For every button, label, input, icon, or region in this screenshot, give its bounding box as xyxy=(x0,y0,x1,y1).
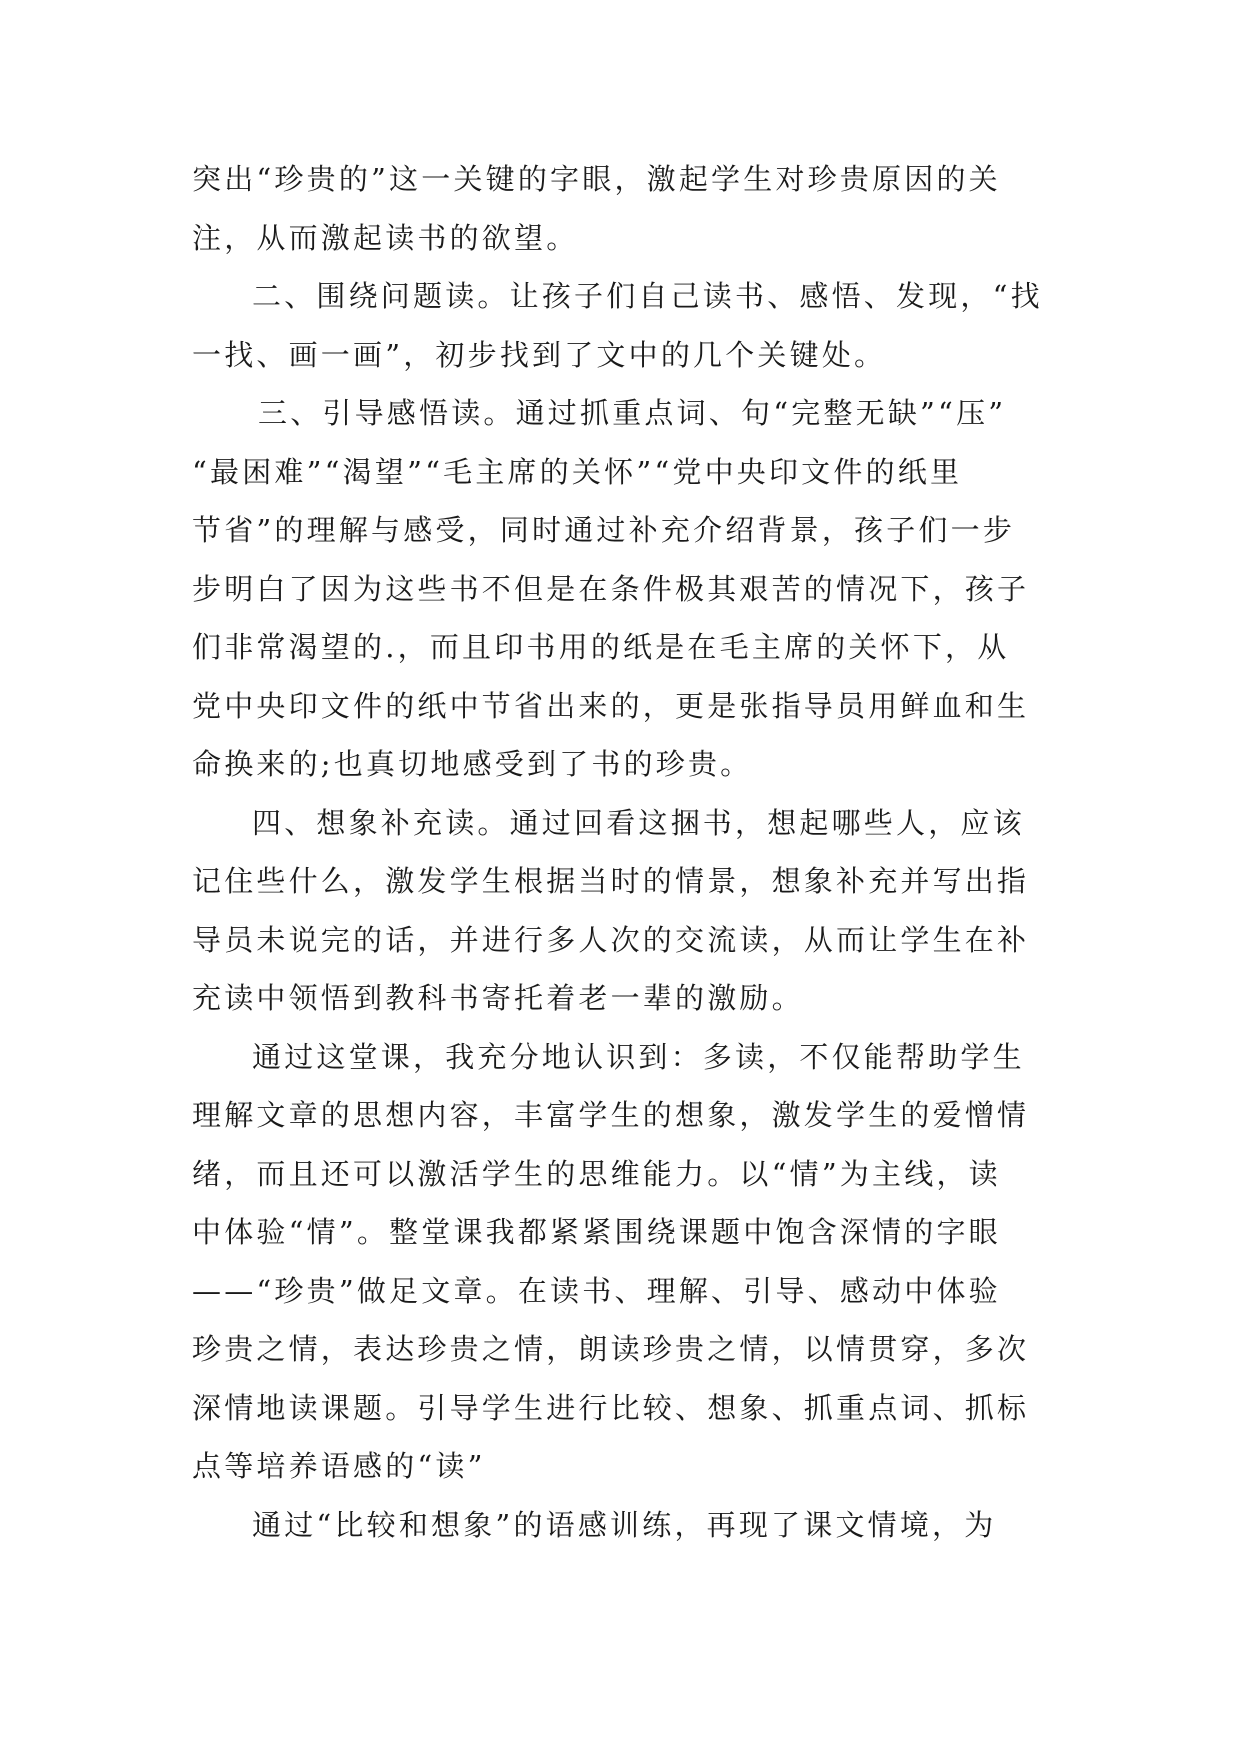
paragraph xyxy=(192,794,1052,1028)
text-line: 通过这堂课，我充分地认识到：多读，不仅能帮助学生 xyxy=(252,1039,1025,1074)
text-line: 绪，而且还可以激活学生的思维能力。以“情”为主线，读 xyxy=(192,1156,1001,1191)
text-line: 党中央印文件的纸中节省出来的，更是张指导员用鲜血和生 xyxy=(192,688,1030,723)
paragraph xyxy=(192,384,1052,794)
paragraph xyxy=(192,267,1052,384)
document-body xyxy=(192,150,1052,1554)
text-line: 理解文章的思想内容，丰富学生的想象，激发学生的爱憎情 xyxy=(192,1098,1030,1132)
text-line: 导员未说完的话，并进行多人次的交流读，从而让学生在补 xyxy=(192,922,1030,957)
paragraph xyxy=(192,1496,1052,1555)
text-line: ——“珍贵”做足文章。在读书、理解、引导、感动中体验 xyxy=(192,1273,1001,1308)
text-line: 一找、画一画”，初步找到了文中的几个关键处。 xyxy=(192,337,887,372)
text-line: 中体验“情”。整堂课我都紧紧围绕课题中饱含深情的字眼 xyxy=(192,1215,1001,1249)
paragraph xyxy=(192,1028,1052,1496)
text-line: 突出“珍贵的”这一关键的字眼，激起学生对珍贵原因的关 xyxy=(192,162,1001,196)
text-line: 三、引导感悟读。通过抓重点词、句“完整无缺”“压” xyxy=(258,396,1007,430)
paragraph xyxy=(192,150,1052,267)
text-line: 步明白了因为这些书不但是在条件极其艰苦的情况下，孩子 xyxy=(192,571,1030,606)
text-line: 深情地读课题。引导学生进行比较、想象、抓重点词、抓标 xyxy=(192,1390,1030,1425)
text-line: 四、想象补充读。通过回看这捆书，想起哪些人，应该 xyxy=(252,805,1025,840)
text-line: 节省”的理解与感受，同时通过补充介绍背景，孩子们一步 xyxy=(192,513,1016,547)
text-line: 注，从而激起读书的欲望。 xyxy=(192,220,579,255)
text-line: 二、围绕问题读。让孩子们自己读书、感悟、发现，“找 xyxy=(252,279,1043,313)
text-line: 珍贵之情，表达珍贵之情，朗读珍贵之情，以情贯穿，多次 xyxy=(192,1332,1030,1366)
text-line: 命换来的;也真切地感受到了书的珍贵。 xyxy=(192,747,753,781)
text-line: “最困难”“渴望”“毛主席的关怀”“党中央印文件的纸里 xyxy=(192,454,963,489)
text-line: 通过“比较和想象”的语感训练，再现了课文情境，为 xyxy=(252,1507,997,1542)
text-line: 点等培养语感的“读” xyxy=(192,1449,486,1483)
text-line: 们非常渴望的.，而且印书用的纸是在毛主席的关怀下，从 xyxy=(192,630,1010,664)
text-line: 记住些什么，激发学生根据当时的情景，想象补充并写出指 xyxy=(192,864,1030,898)
text-line: 充读中领悟到教科书寄托着老一辈的激励。 xyxy=(192,981,804,1015)
